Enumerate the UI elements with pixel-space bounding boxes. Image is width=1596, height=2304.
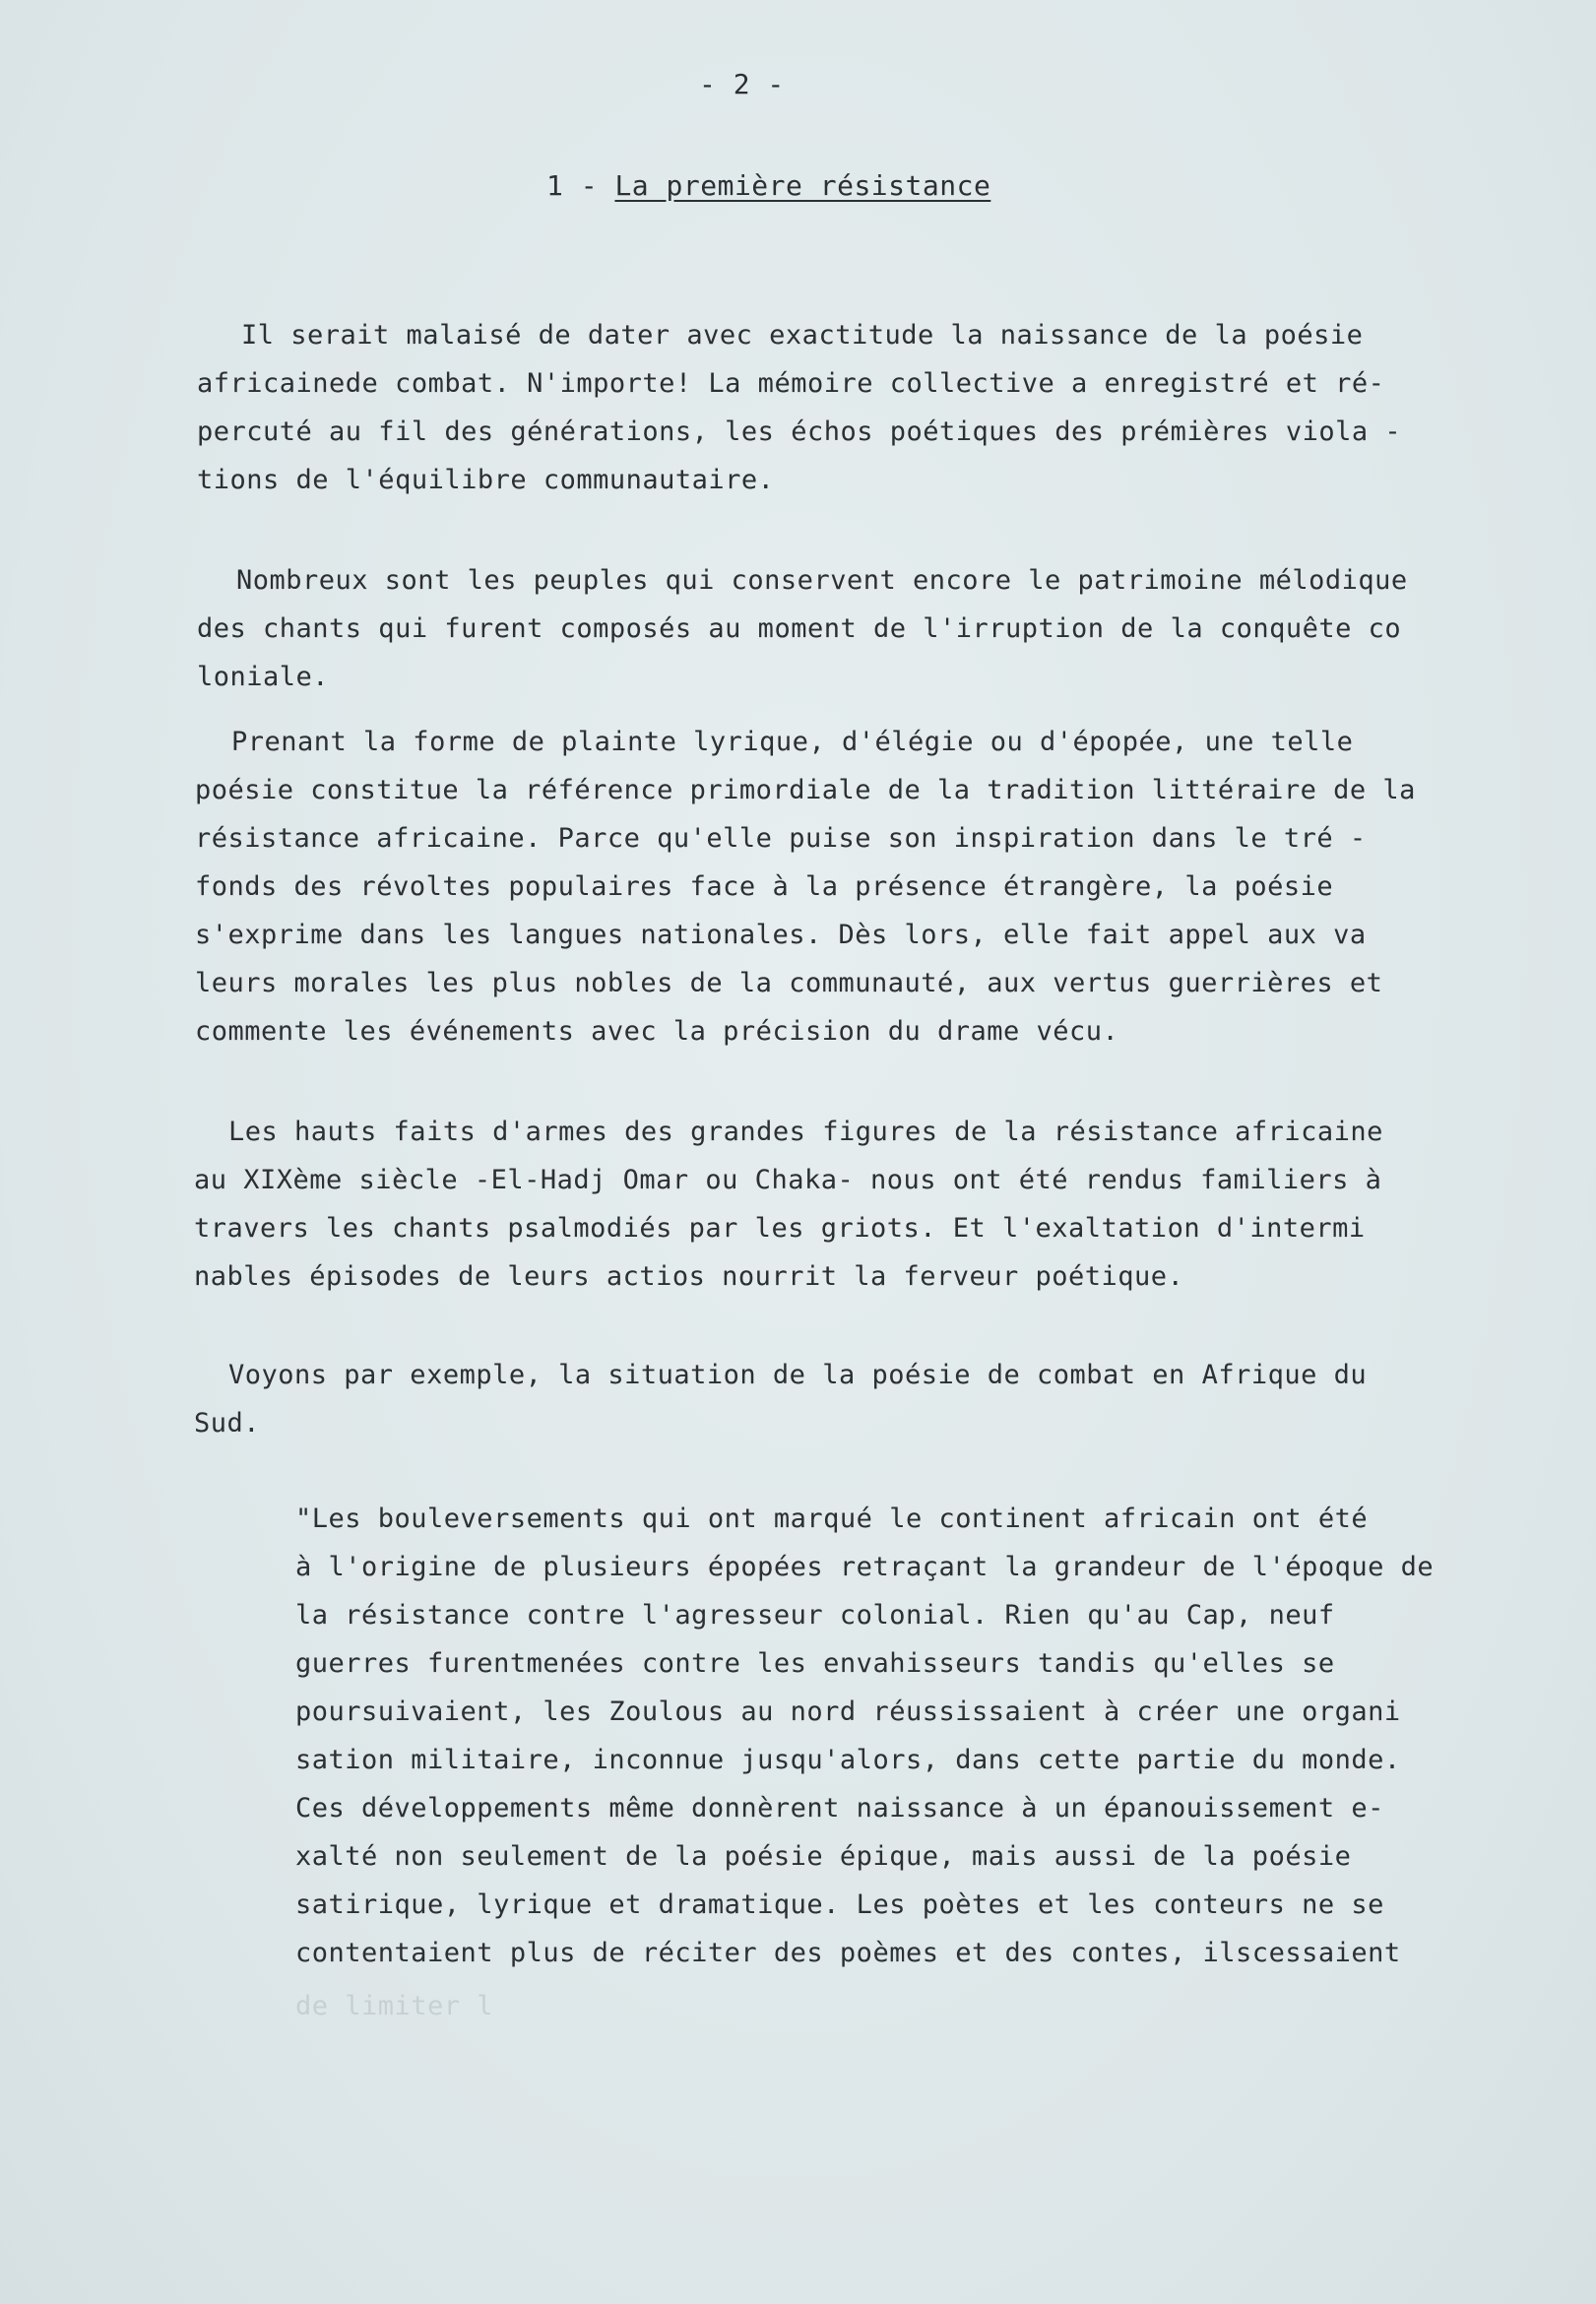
quote-line: la résistance contre l'agresseur colonial. Rien qu'au Cap, neuf <box>295 1600 1335 1631</box>
text-line: s'exprime dans les langues nationales. Dès lors, elle fait appel aux va <box>195 920 1367 950</box>
quote-line: guerres furentmenées contre les envahisseurs tandis qu'elles se <box>295 1648 1335 1679</box>
text-line: Prenant la forme de plainte lyrique, d'élégie ou d'épopée, une telle <box>231 727 1354 757</box>
quote-line-faded: de limiter l <box>295 1991 494 2021</box>
text-line: fonds des révoltes populaires face à la présence étrangère, la poésie <box>195 871 1334 902</box>
text-line: commente les événements avec la précision du drame vécu. <box>195 1016 1119 1047</box>
text-line: des chants qui furent composés au moment de l'irruption de la conquête co <box>197 613 1402 644</box>
text-line: percuté au fil des générations, les échos poétiques des prémières viola - <box>197 416 1402 447</box>
text-line: poésie constitue la référence primordiale de la tradition littéraire de la <box>195 775 1416 805</box>
text-line: Voyons par exemple, la situation de la poésie de combat en Afrique du <box>228 1360 1368 1390</box>
text-line: africainede combat. N'importe! La mémoire collective a enregistré et ré- <box>197 368 1385 399</box>
text-line: nables épisodes de leurs actios nourrit la ferveur poétique. <box>194 1261 1184 1292</box>
quote-line: satirique, lyrique et dramatique. Les poètes et les conteurs ne se <box>295 1889 1384 1920</box>
text-line: tions de l'équilibre communautaire. <box>197 465 775 495</box>
quote-line: poursuivaient, les Zoulous au nord réussissaient à créer une organi <box>295 1696 1401 1727</box>
text-line: Il serait malaisé de dater avec exactitude la naissance de la poésie <box>241 320 1364 351</box>
section-title-text: La première résistance <box>614 169 991 202</box>
quote-line: xalté non seulement de la poésie épique, mais aussi de la poésie <box>295 1841 1352 1872</box>
page-number: - 2 - <box>699 68 785 100</box>
text-line: résistance africaine. Parce qu'elle puise son inspiration dans le tré - <box>195 823 1367 854</box>
quote-line: contentaient plus de réciter des poèmes et des contes, ilscessaient <box>295 1938 1401 1968</box>
text-line: Sud. <box>194 1408 261 1439</box>
text-line: leurs morales les plus nobles de la communauté, aux vertus guerrières et <box>195 968 1383 998</box>
text-line: Nombreux sont les peuples qui conservent encore le patrimoine mélodique <box>236 565 1408 596</box>
quote-line: "Les bouleversements qui ont marqué le continent africain ont été <box>295 1504 1369 1534</box>
text-line: au XIXème siècle -El-Hadj Omar ou Chaka- nous ont été rendus familiers à <box>194 1165 1382 1195</box>
quote-line: sation militaire, inconnue jusqu'alors, dans cette partie du monde. <box>295 1745 1401 1775</box>
quote-line: Ces développements même donnèrent naissance à un épanouissement e- <box>295 1793 1384 1824</box>
section-title-number: 1 - <box>546 169 615 202</box>
quote-line: à l'origine de plusieurs épopées retraçant la grandeur de l'époque de <box>295 1552 1435 1582</box>
text-line: Les hauts faits d'armes des grandes figures de la résistance africaine <box>228 1117 1383 1147</box>
text-line: loniale. <box>197 662 330 692</box>
text-line: travers les chants psalmodiés par les griots. Et l'exaltation d'intermi <box>194 1213 1366 1244</box>
section-title <box>546 169 991 202</box>
